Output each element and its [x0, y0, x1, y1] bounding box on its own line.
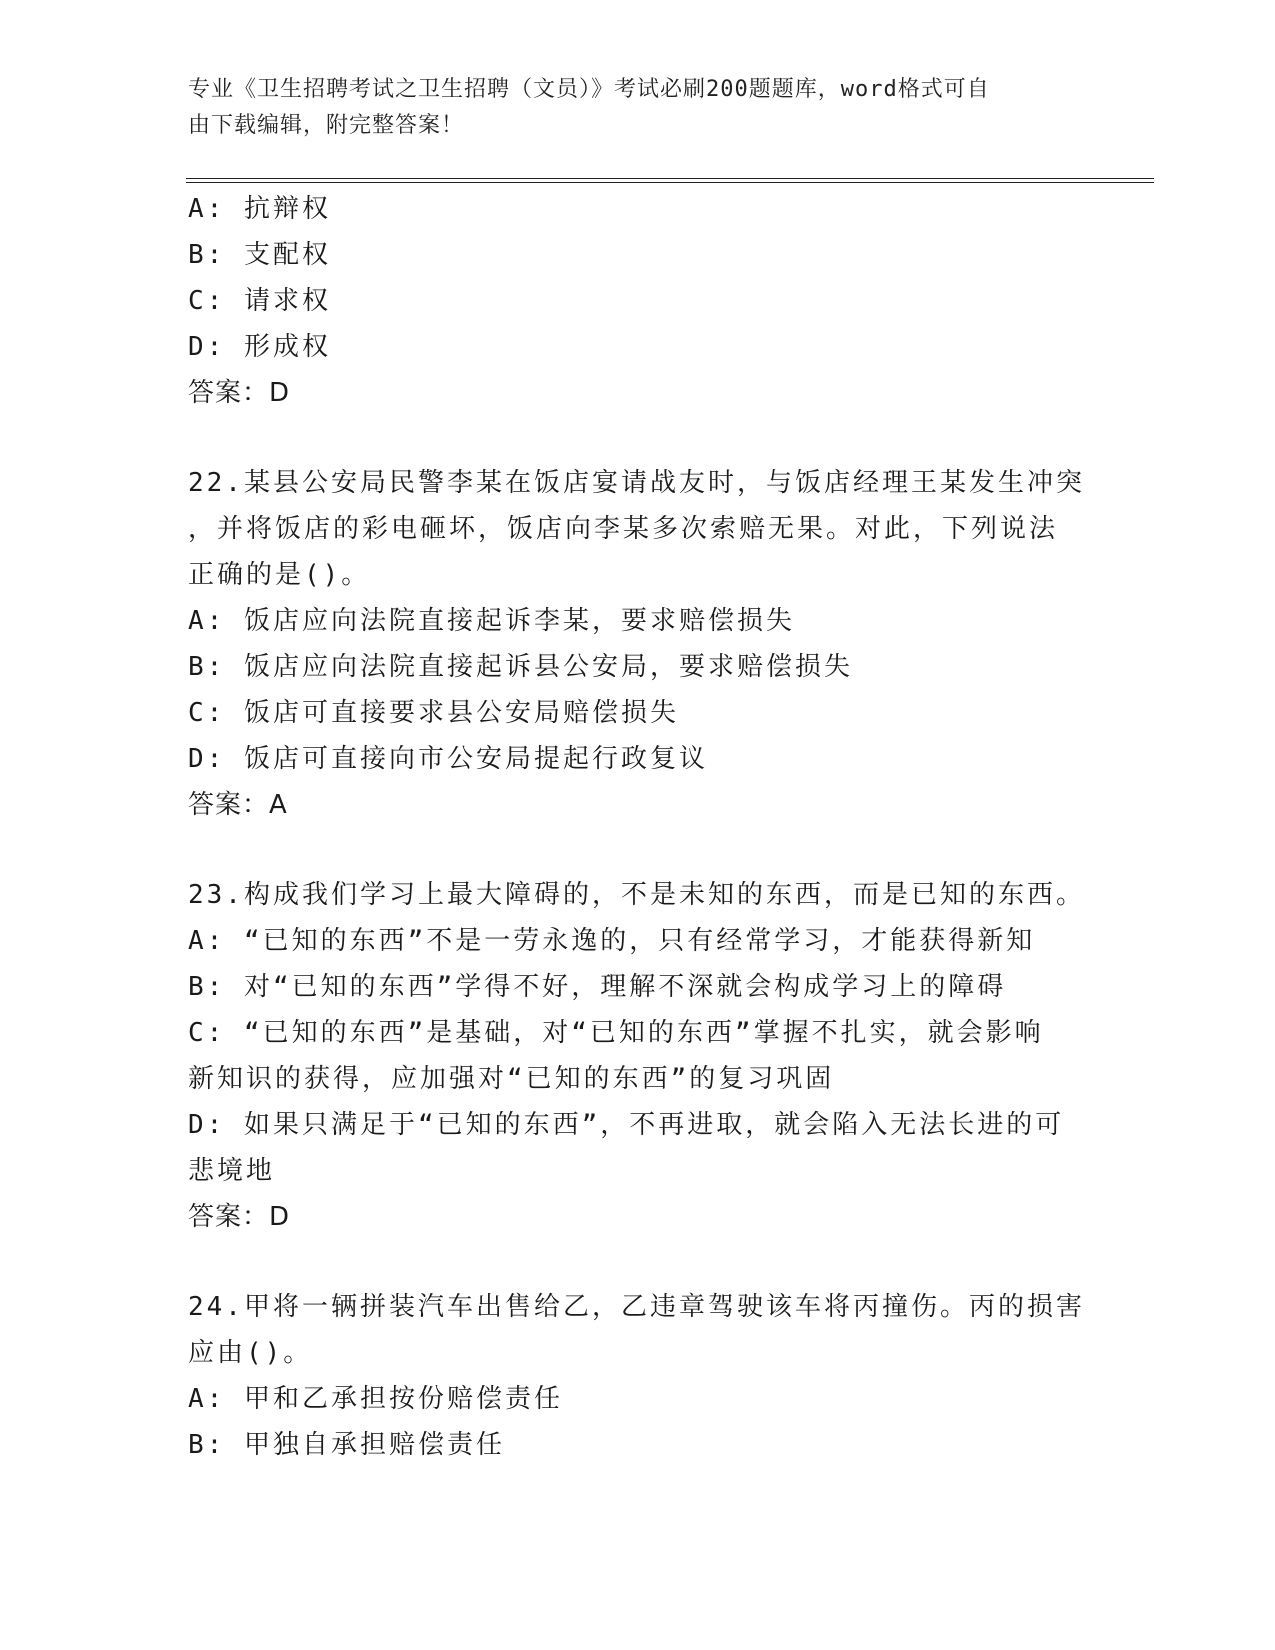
header-line-2: 由下载编辑，附完整答案！	[188, 113, 465, 138]
question-text-line: 24.甲将一辆拼装汽车出售给乙，乙违章驾驶该车将丙撞伤。丙的损害	[188, 1292, 1085, 1322]
option-c: C: 请求权	[188, 286, 331, 316]
option-b: B: 饭店应向法院直接起诉县公安局，要求赔偿损失	[188, 652, 853, 682]
header-rule-bottom	[186, 182, 1154, 183]
option-c: C: “已知的东西”是基础，对“已知的东西”掌握不扎实，就会影响	[188, 1018, 1044, 1048]
spacer	[188, 1240, 1088, 1284]
header-rule-top	[186, 178, 1154, 179]
question-text-line: 22.某县公安局民警李某在饭店宴请战友时，与饭店经理王某发生冲突	[188, 468, 1085, 498]
question-text-line: 正确的是()。	[188, 560, 371, 590]
option-b: B: 对“已知的东西”学得不好，理解不深就会构成学习上的障碍	[188, 972, 1007, 1002]
option-d-continued: 悲境地	[188, 1156, 276, 1186]
document-header	[188, 72, 1068, 144]
option-a: A: 抗辩权	[188, 194, 331, 224]
document-body	[188, 186, 1088, 1468]
spacer	[188, 828, 1088, 872]
answer: 答案：D	[188, 378, 291, 408]
option-d: D: 饭店可直接向市公安局提起行政复议	[188, 744, 708, 774]
option-d: D: 如果只满足于“已知的东西”，不再进取，就会陷入无法长进的可	[188, 1110, 1065, 1140]
question-22	[188, 460, 1088, 828]
answer: 答案：A	[188, 790, 288, 820]
question-21	[188, 186, 1088, 416]
question-23	[188, 872, 1088, 1240]
option-c: C: 饭店可直接要求县公安局赔偿损失	[188, 698, 679, 728]
option-b: B: 甲独自承担赔偿责任	[188, 1430, 505, 1460]
question-24	[188, 1284, 1088, 1468]
answer: 答案：D	[188, 1202, 291, 1232]
question-text-line: 应由()。	[188, 1338, 313, 1368]
spacer	[188, 416, 1088, 460]
option-a: A: 饭店应向法院直接起诉李某，要求赔偿损失	[188, 606, 795, 636]
option-d: D: 形成权	[188, 332, 331, 362]
option-a: A: “已知的东西”不是一劳永逸的，只有经常学习，才能获得新知	[188, 926, 1036, 956]
question-text-line: 23.构成我们学习上最大障碍的，不是未知的东西，而是已知的东西。	[188, 880, 1085, 910]
option-a: A: 甲和乙承担按份赔偿责任	[188, 1384, 563, 1414]
header-line-1: 专业《卫生招聘考试之卫生招聘（文员）》考试必刷200题题库，word格式可自	[188, 77, 990, 102]
option-c-continued: 新知识的获得，应加强对“已知的东西”的复习巩固	[188, 1064, 835, 1094]
question-text-line: ，并将饭店的彩电砸坏，饭店向李某多次索赔无果。对此，下列说法	[188, 514, 1059, 544]
option-b: B: 支配权	[188, 240, 331, 270]
